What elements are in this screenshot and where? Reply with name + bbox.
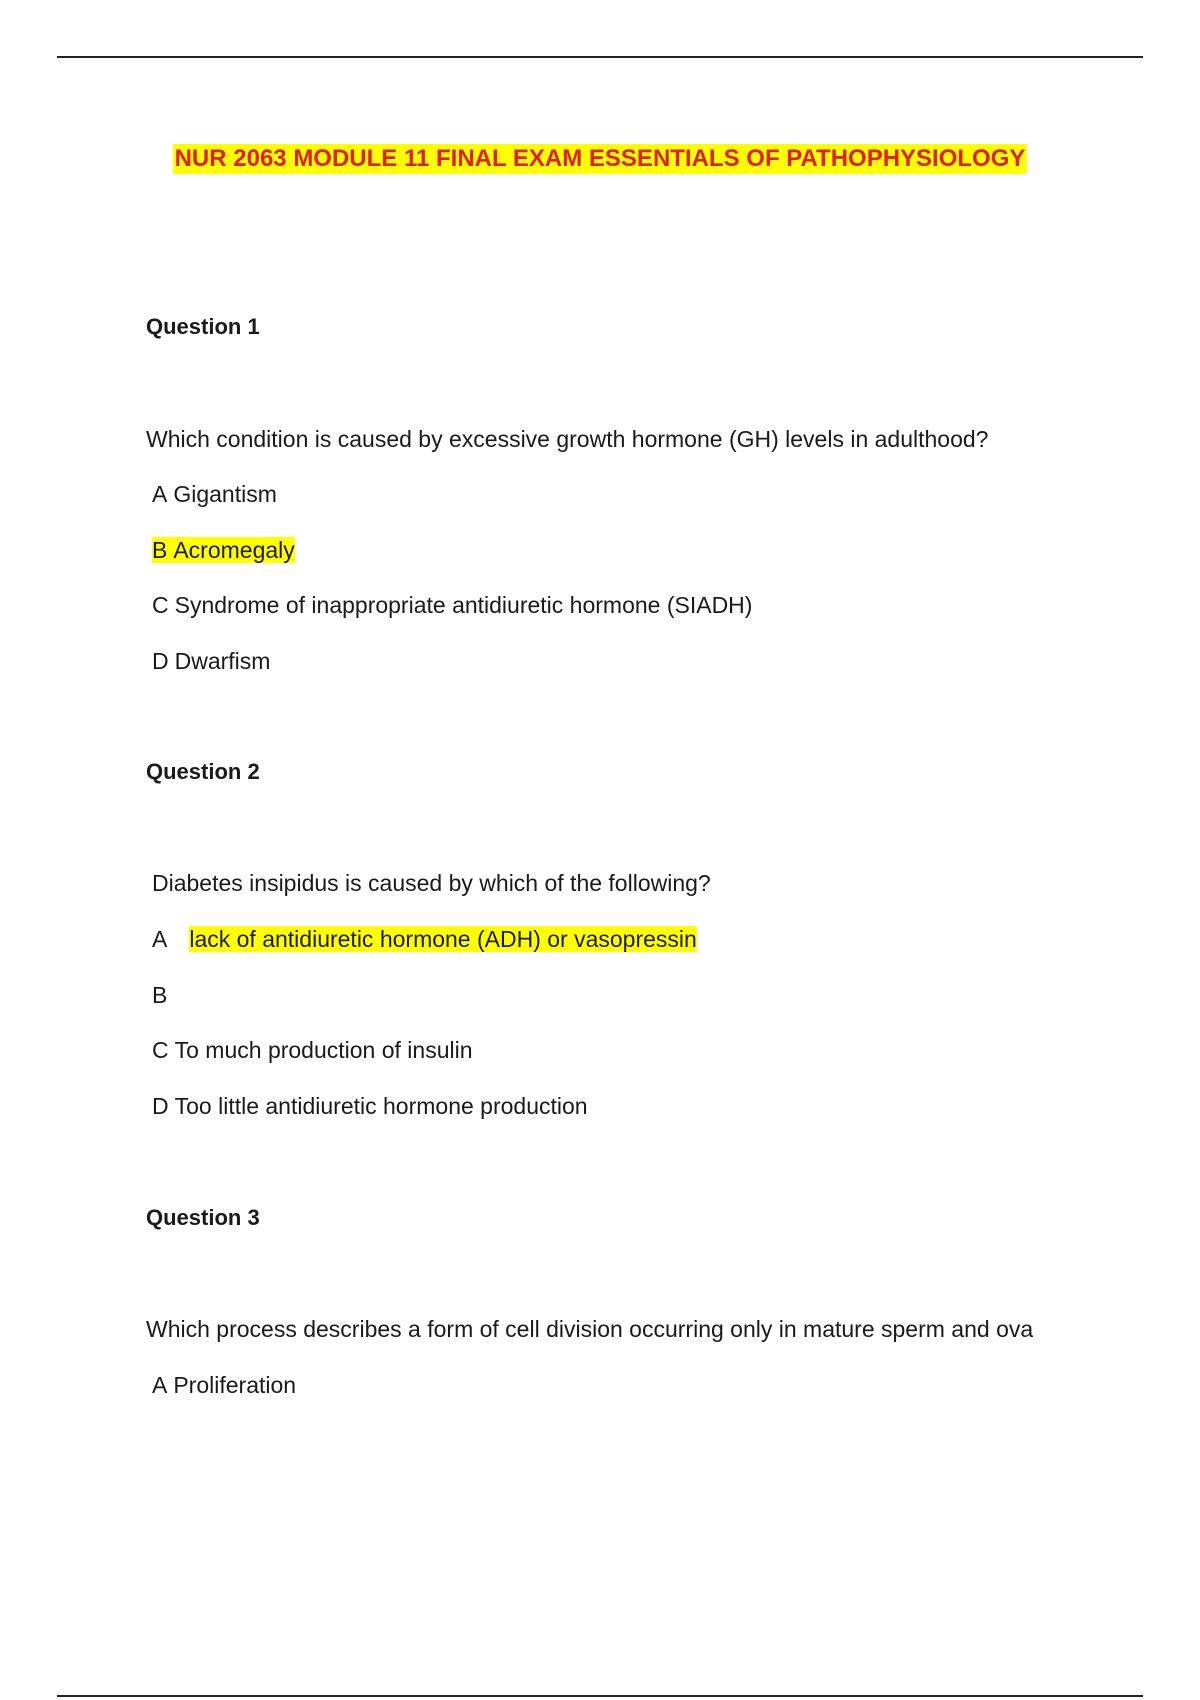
top-rule xyxy=(57,56,1143,58)
option-letter: A xyxy=(152,481,168,507)
question-1-option-d xyxy=(152,647,270,675)
question-2-option-d xyxy=(152,1092,588,1120)
option-text: Gigantism xyxy=(173,481,277,507)
question-2-option-b xyxy=(152,981,173,1009)
option-letter: A xyxy=(152,926,168,952)
question-1-option-c xyxy=(152,591,752,619)
question-2-prompt: Diabetes insipidus is caused by which of the following? xyxy=(152,870,711,896)
highlighted-answer xyxy=(152,537,295,563)
question-2-option-c xyxy=(152,1036,473,1064)
question-2-option-a xyxy=(152,925,697,953)
option-text: Too little antidiuretic hormone production xyxy=(174,1093,588,1119)
question-1-prompt: Which condition is caused by excessive growth hormone (GH) levels in adulthood? xyxy=(146,426,989,452)
option-letter: A xyxy=(152,1372,168,1398)
question-3-option-a xyxy=(152,1371,296,1399)
question-3-heading: Question 3 xyxy=(146,1205,260,1230)
document-title: NUR 2063 MODULE 11 FINAL EXAM ESSENTIALS OF PATHOPHYSIOLOGY xyxy=(174,145,1026,172)
option-letter: B xyxy=(152,982,168,1008)
option-letter: D xyxy=(152,1093,169,1119)
title-block xyxy=(0,144,1200,174)
bottom-rule xyxy=(57,1695,1143,1697)
option-text: To much production of insulin xyxy=(174,1037,473,1063)
question-1-option-b xyxy=(152,536,295,564)
option-letter: B xyxy=(152,537,168,563)
highlighted-answer: lack of antidiuretic hormone (ADH) or vasopressin xyxy=(189,926,697,952)
option-text: Dwarfism xyxy=(174,648,271,674)
option-text: Syndrome of inappropriate antidiuretic hormone (SIADH) xyxy=(174,592,753,618)
question-2-heading: Question 2 xyxy=(146,759,260,784)
option-text: Acromegaly xyxy=(173,537,295,563)
question-1-heading: Question 1 xyxy=(146,314,260,339)
question-1-option-a xyxy=(152,480,277,508)
question-3-prompt: Which process describes a form of cell division occurring only in mature sperm and ova xyxy=(146,1316,1034,1342)
option-letter: C xyxy=(152,1037,169,1063)
option-letter: C xyxy=(152,592,169,618)
option-text: Proliferation xyxy=(173,1372,297,1398)
option-letter: D xyxy=(152,648,169,674)
